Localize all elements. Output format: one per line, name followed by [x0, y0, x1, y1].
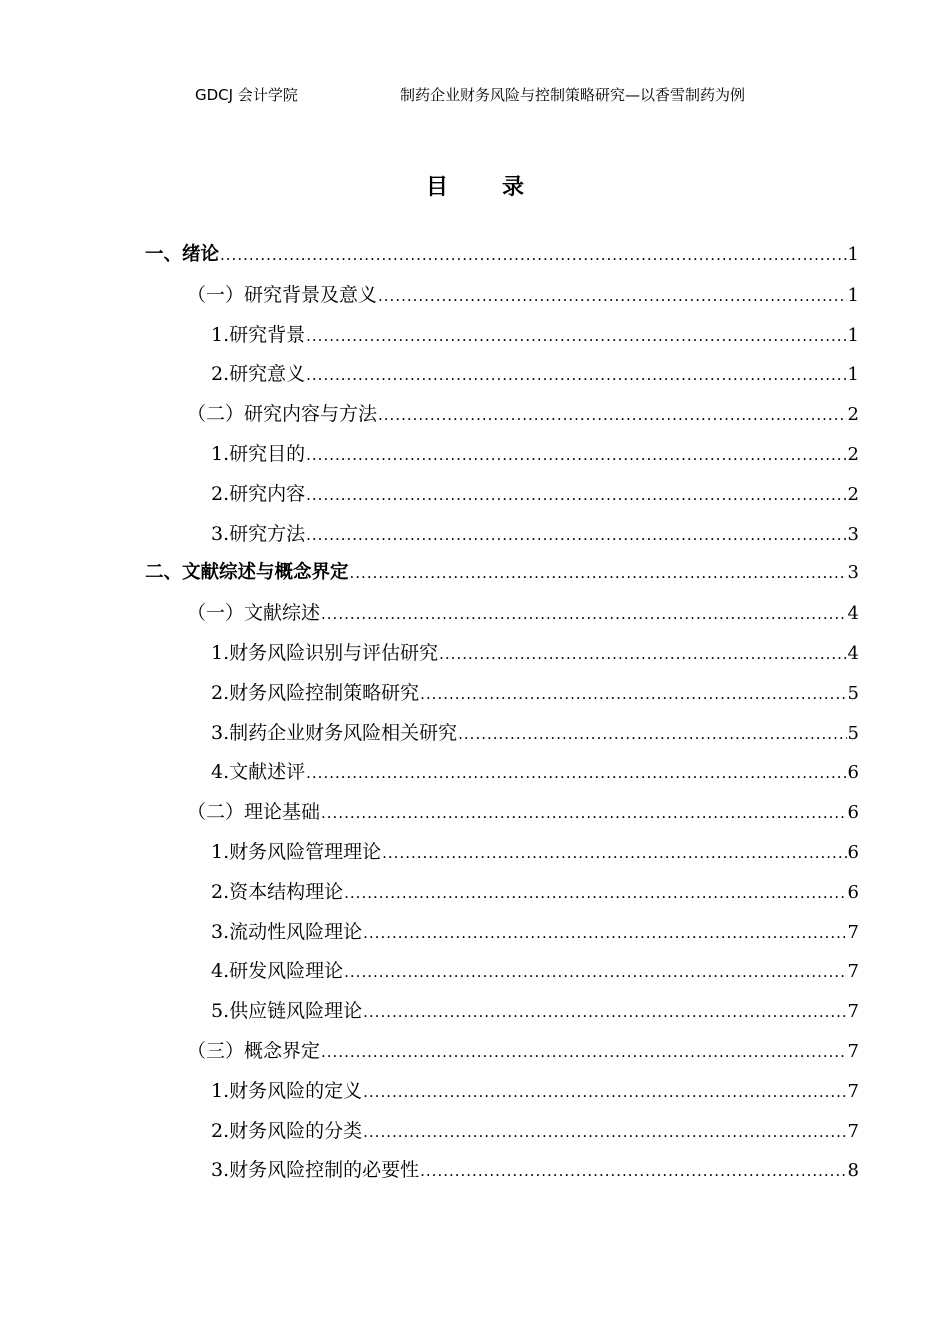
toc-dot-leader: [344, 963, 846, 981]
toc-entry-page-number: 1: [847, 364, 859, 386]
toc-dot-leader: [306, 327, 846, 345]
toc-title: 目录: [425, 175, 578, 200]
toc-dot-leader: [378, 406, 847, 424]
toc-entry-label: 1.研究背景: [211, 323, 306, 346]
toc-entry-page-number: 1: [847, 284, 859, 306]
toc-entry-label: 5.供应链风险理论: [211, 1000, 363, 1023]
toc-entry-label: （二）研究内容与方法: [187, 403, 378, 426]
header-school: GDCJ 会计学院: [195, 86, 298, 104]
toc-dot-leader: [321, 605, 847, 623]
toc-entry-label: 3.流动性风险理论: [211, 920, 363, 943]
toc-dot-leader: [306, 486, 846, 504]
toc-entry[interactable]: [145, 638, 859, 678]
toc-dot-leader: [344, 884, 846, 902]
toc-entry-label: 2.研究意义: [211, 363, 306, 386]
toc-entry-label: （一）文献综述: [187, 602, 321, 625]
toc-entry[interactable]: [145, 359, 859, 399]
toc-entry-page-number: 1: [847, 244, 859, 265]
toc-entry[interactable]: [145, 678, 859, 718]
toc-entry[interactable]: [145, 718, 859, 758]
toc-entry[interactable]: [145, 240, 859, 280]
toc-entry-page-number: 7: [847, 1040, 859, 1062]
toc-dot-leader: [220, 246, 847, 264]
toc-entry-page-number: 3: [847, 562, 859, 584]
toc-entry-label: 4.文献述评: [211, 761, 306, 784]
toc-entry-page-number: 5: [847, 722, 859, 744]
toc-dot-leader: [321, 804, 847, 822]
toc-entry[interactable]: [145, 1036, 859, 1076]
toc-entry-page-number: 7: [847, 1001, 859, 1023]
toc-entry-label: 1.财务风险的定义: [211, 1079, 363, 1102]
toc-dot-leader: [306, 446, 846, 464]
toc-entry[interactable]: [145, 558, 859, 598]
toc-entry-label: （二）理论基础: [187, 801, 321, 824]
toc-entry-label: 3.财务风险控制的必要性: [211, 1159, 420, 1182]
toc-dot-leader: [363, 1123, 846, 1141]
toc-entry[interactable]: [145, 1116, 859, 1156]
toc-entry[interactable]: [145, 797, 859, 837]
toc-dot-leader: [420, 1162, 846, 1180]
toc-entry-label: 3.制药企业财务风险相关研究: [211, 721, 458, 744]
toc-dot-leader: [458, 725, 846, 743]
toc-entry-label: 1.研究目的: [211, 442, 306, 465]
toc-entry-label: 2.资本结构理论: [211, 880, 344, 903]
toc-entry-label: 1.财务风险管理理论: [211, 840, 382, 863]
toc-dot-leader: [363, 1083, 846, 1101]
toc-entry-page-number: 5: [847, 682, 859, 704]
toc-dot-leader: [321, 1043, 847, 1061]
toc-dot-leader: [363, 1003, 846, 1021]
toc-entry[interactable]: [145, 479, 859, 519]
toc-dot-leader: [363, 924, 846, 942]
toc-dot-leader: [439, 645, 846, 663]
toc-entry-page-number: 1: [847, 324, 859, 346]
toc-entry[interactable]: [145, 1155, 859, 1195]
toc-entry-label: （三）概念界定: [187, 1039, 321, 1062]
toc-entry[interactable]: [145, 320, 859, 360]
toc-entry[interactable]: [145, 837, 859, 877]
toc-entry-page-number: 2: [847, 404, 859, 426]
page-header: [0, 84, 950, 108]
toc-entry-page-number: 4: [847, 603, 859, 625]
toc-entry-page-number: 7: [847, 961, 859, 983]
toc-entry-page-number: 6: [847, 802, 859, 824]
toc-entry-page-number: 2: [847, 443, 859, 465]
toc-entry-label: 1.财务风险识别与评估研究: [211, 641, 439, 664]
toc-entry-label: 二、文献综述与概念界定: [145, 562, 349, 584]
toc-entry-page-number: 6: [847, 762, 859, 784]
toc-entry[interactable]: [145, 439, 859, 479]
toc-entry[interactable]: [145, 280, 859, 320]
toc-entry-label: 2.财务风险的分类: [211, 1119, 363, 1142]
toc-dot-leader: [306, 764, 846, 782]
toc-entry-page-number: 6: [847, 881, 859, 903]
toc-entry-page-number: 4: [847, 642, 859, 664]
toc-entry-page-number: 7: [847, 1080, 859, 1102]
toc-dot-leader: [306, 526, 846, 544]
toc-entry-label: 2.研究内容: [211, 482, 306, 505]
toc-dot-leader: [420, 685, 846, 703]
toc-entry[interactable]: [145, 519, 859, 559]
toc-entry-label: 3.研究方法: [211, 522, 306, 545]
toc-entry[interactable]: [145, 996, 859, 1036]
toc-entry[interactable]: [145, 598, 859, 638]
toc-dot-leader: [378, 287, 847, 305]
toc-entry-label: 一、绪论: [145, 244, 220, 265]
toc-entry-page-number: 7: [847, 921, 859, 943]
toc-dot-leader: [350, 564, 847, 582]
toc-entry-label: 2.财务风险控制策略研究: [211, 681, 420, 704]
toc-entry-page-number: 6: [847, 841, 859, 863]
toc-entry[interactable]: [145, 956, 859, 996]
toc-entry-page-number: 2: [847, 483, 859, 505]
toc-entry[interactable]: [145, 877, 859, 917]
toc-entry-label: （一）研究背景及意义: [187, 283, 378, 306]
toc-entry-page-number: 8: [847, 1160, 859, 1182]
toc-entry-page-number: 3: [847, 523, 859, 545]
table-of-contents: [145, 240, 859, 1195]
toc-entry[interactable]: [145, 1076, 859, 1116]
toc-entry[interactable]: [145, 399, 859, 439]
toc-entry[interactable]: [145, 917, 859, 957]
toc-dot-leader: [306, 366, 846, 384]
toc-entry-label: 4.研发风险理论: [211, 960, 344, 983]
toc-dot-leader: [382, 844, 846, 862]
toc-entry-page-number: 7: [847, 1120, 859, 1142]
header-thesis-title: 制药企业财务风险与控制策略研究—以香雪制药为例: [400, 86, 746, 104]
toc-entry[interactable]: [145, 757, 859, 797]
